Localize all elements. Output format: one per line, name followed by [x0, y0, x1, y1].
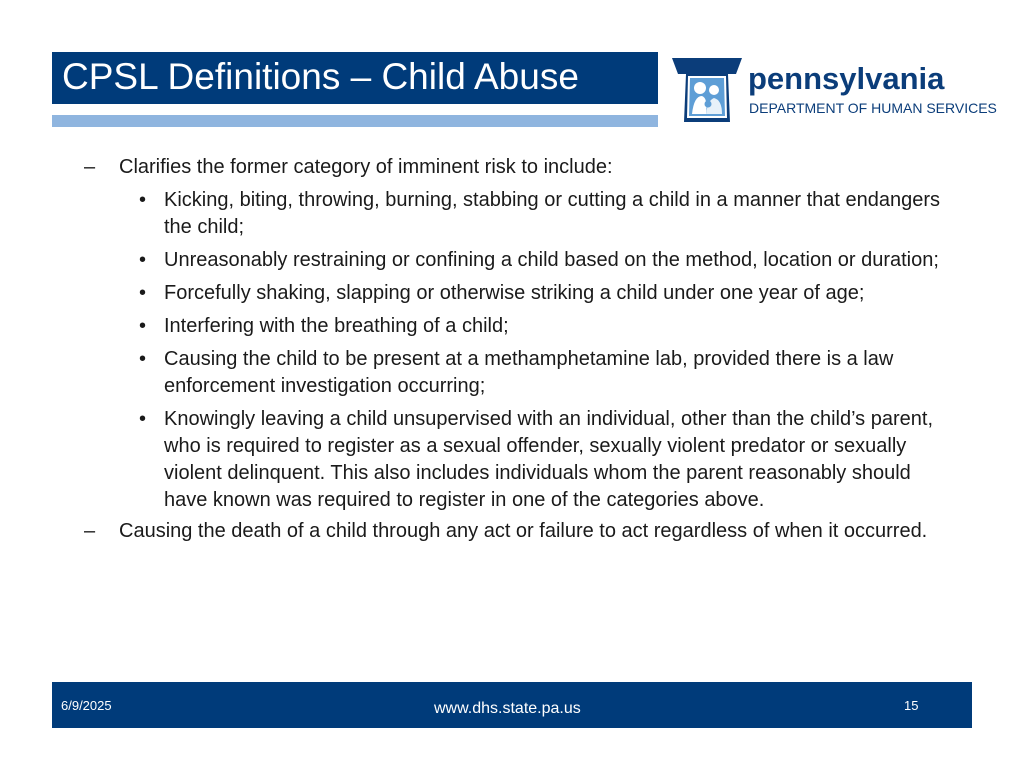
bullet-marker: • [139, 408, 147, 430]
bullet-marker: • [139, 282, 147, 304]
sub-list-item [84, 280, 944, 307]
footer-bar [52, 682, 972, 728]
bullet-marker: • [139, 189, 147, 211]
sub-list-item-text: Causing the child to be present at a methamphetamine lab, provided there is a law enforcement investigation occurring; [164, 348, 894, 397]
bullet-marker: • [139, 348, 147, 370]
slide-title: CPSL Definitions – Child Abuse [62, 56, 579, 97]
sub-list-item-text: Forcefully shaking, slapping or otherwise striking a child under one year of age; [164, 282, 865, 304]
logo-wordmark: pennsylvania [748, 61, 945, 96]
list-item [84, 154, 944, 181]
dash-marker: – [84, 156, 96, 178]
sub-list-item-text: Interfering with the breathing of a child; [164, 315, 509, 337]
sub-list-item [84, 247, 944, 274]
bullet-marker: • [139, 315, 147, 337]
title-underline-bar [52, 115, 658, 127]
slide-body [84, 150, 944, 545]
page-number: 15 [904, 698, 919, 713]
sub-list-item [84, 406, 944, 514]
keystone-family-icon [670, 54, 744, 126]
sub-list-item [84, 187, 944, 241]
sub-list-item [84, 346, 944, 400]
list-item [84, 518, 944, 545]
list-item-text: Clarifies the former category of imminent risk to include: [119, 156, 613, 178]
sub-list-item-text: Unreasonably restraining or confining a child based on the method, location or duration; [164, 249, 939, 271]
sub-list-item-text: Kicking, biting, throwing, burning, stabbing or cutting a child in a manner that endangers the child; [164, 189, 941, 238]
sub-list-item [84, 313, 944, 340]
sub-list-item-text: Knowingly leaving a child unsupervised with an individual, other than the child’s parent, who is required to register as a sexual offender, sexually violent predator or sexually violent delinquent. This also includes individuals whom the parent reasonably should have known was required to register in one of the categories above. [164, 408, 933, 511]
title-bar [52, 52, 658, 104]
list-item-text: Causing the death of a child through any act or failure to act regardless of when it occurred. [119, 520, 928, 542]
dash-marker: – [84, 520, 96, 542]
footer-url: www.dhs.state.pa.us [434, 700, 581, 717]
bullet-marker: • [139, 249, 147, 271]
footer-date: 6/9/2025 [61, 698, 112, 713]
logo-subtitle: DEPARTMENT OF HUMAN SERVICES [749, 100, 997, 116]
pa-dhs-logo [670, 54, 1010, 126]
